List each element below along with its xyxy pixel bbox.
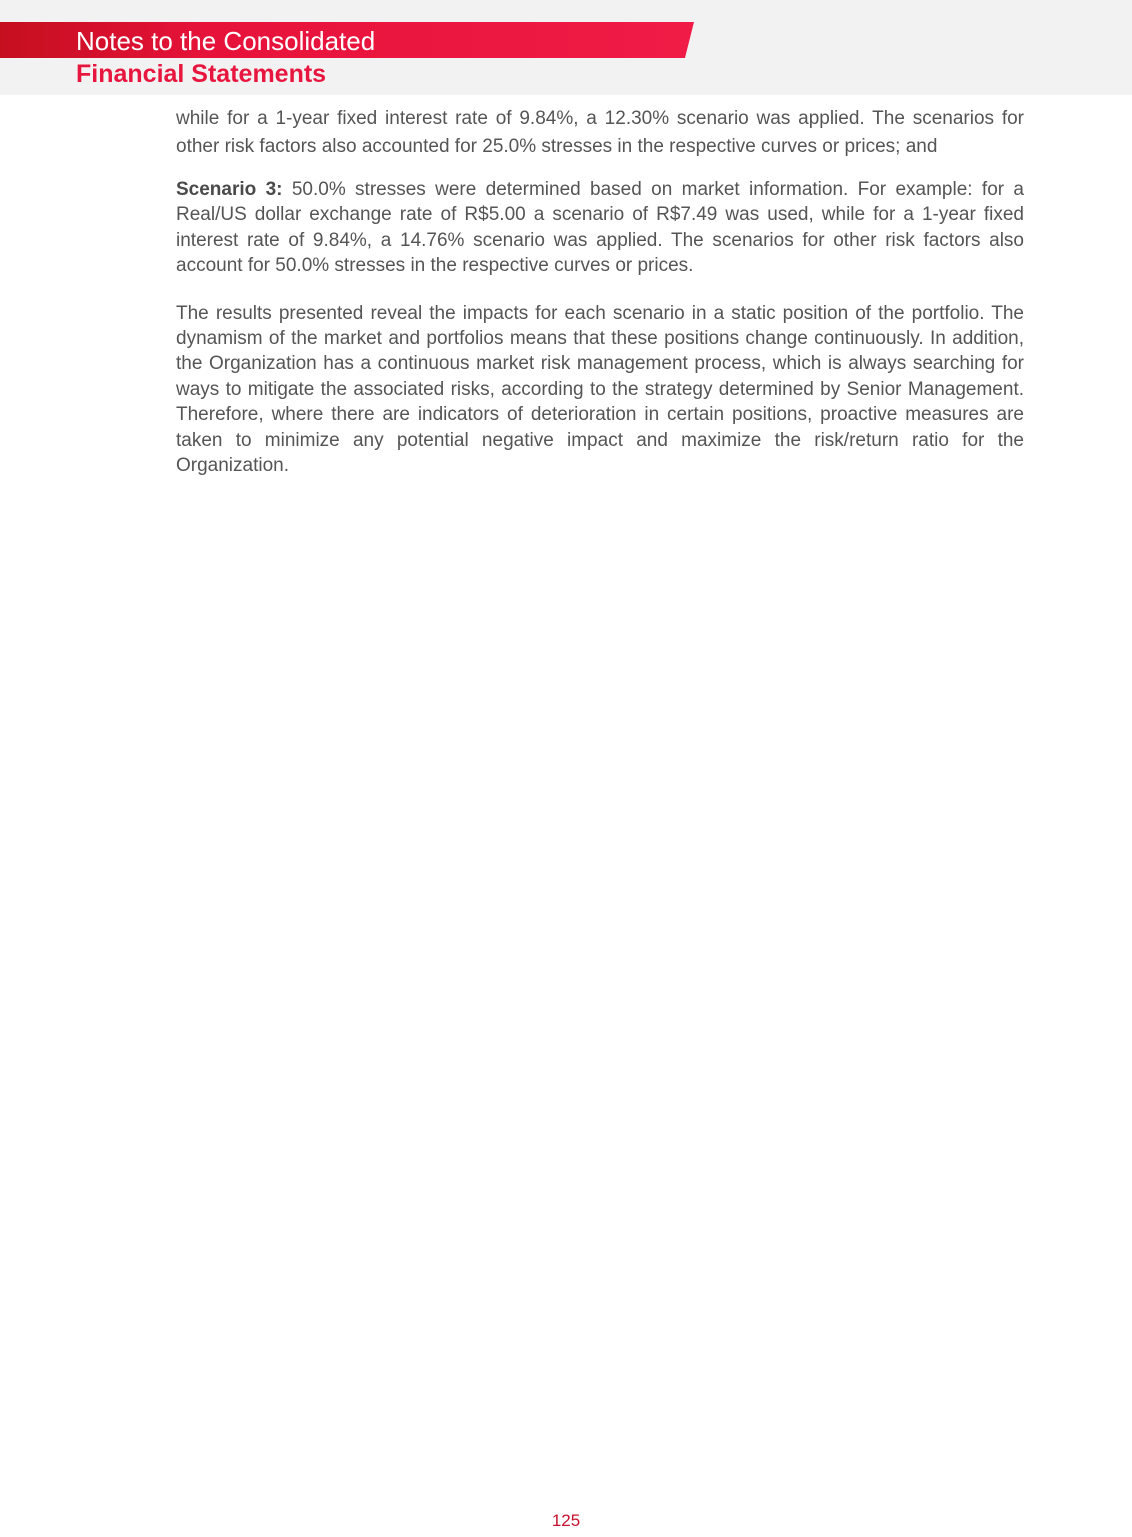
paragraph-scenario-3 (176, 177, 1024, 279)
header-subtitle: Financial Statements (76, 60, 327, 88)
scenario-3-label: Scenario 3: (176, 179, 283, 200)
page-header (0, 0, 1132, 95)
scenario-3-text: 50.0% stresses were determined based on market information. For example: for a Real/US dollar exchange rate of R$5.00 a scenario of R$7.49 was used, while for a 1-year fixed interest rate of 9.84%, a 14.76% scenario was applied. The scenarios for other risk factors also account for 50.0% stresses in the respective curves or prices. (176, 179, 1024, 277)
page-number: 125 (551, 1511, 581, 1530)
header-title: Notes to the Consolidated (76, 26, 376, 56)
body-content (176, 105, 1024, 478)
paragraph-results: The results presented reveal the impacts for each scenario in a static position of the portfolio. The dynamism of the market and portfolios means that these positions change continuously. In addition, the Organization has a continuous market risk management process, which is always searching for ways to mitigate the associated risks, according to the strategy determined by Senior Management. Therefore, where there are indicators of deterioration in certain positions, proactive measures are taken to minimize any potential negative impact and maximize the risk/return ratio for the Organization. (176, 302, 1024, 477)
paragraph-scenario-2-continuation: while for a 1-year fixed interest rate of 9.84%, a 12.30% scenario was applied. The scenarios for other risk factors also accounted for 25.0% stresses in the respective curves or prices; and (176, 108, 1024, 157)
